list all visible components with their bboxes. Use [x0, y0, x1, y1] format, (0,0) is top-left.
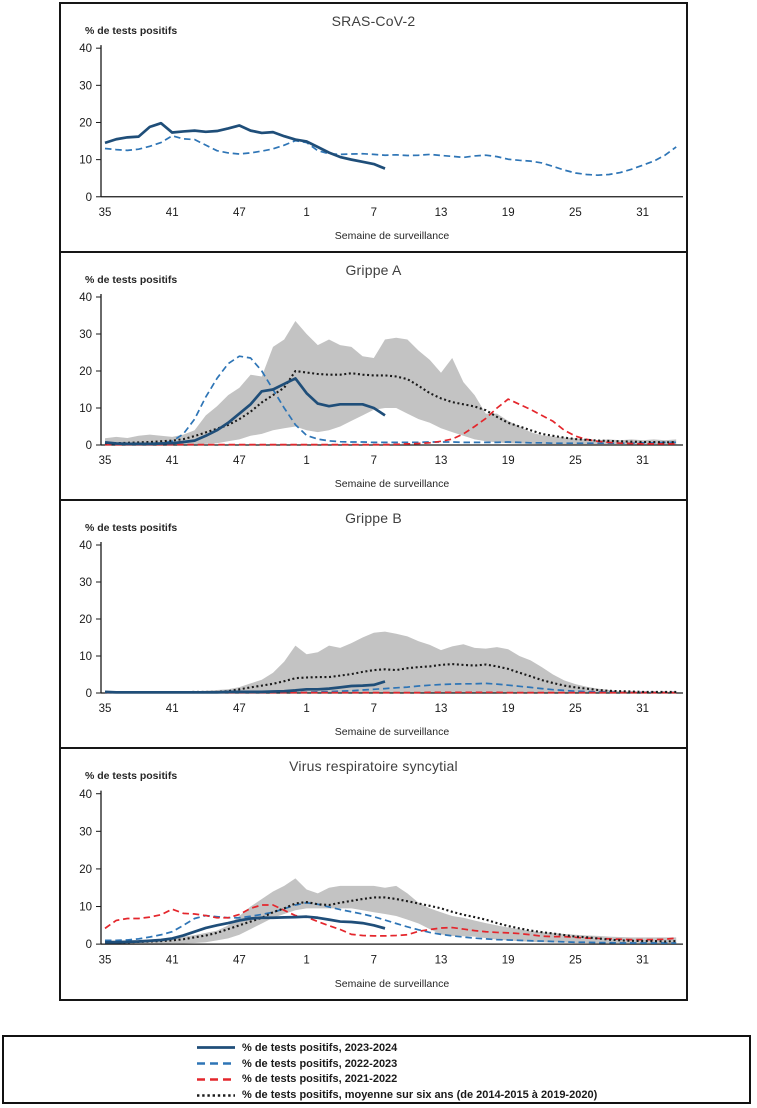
chart-panel-grippe-b — [59, 501, 688, 749]
x-tick-label: 25 — [569, 206, 582, 219]
x-tick-label: 13 — [434, 206, 448, 219]
legend-line-swatch-moyenne — [196, 1093, 236, 1098]
y-tick-label: 40 — [79, 788, 92, 801]
legend-item — [196, 1072, 597, 1088]
chart-canvas-vrs — [61, 749, 686, 999]
x-tick-label: 41 — [165, 703, 179, 715]
x-tick-label: 31 — [636, 954, 649, 967]
x-tick-label: 7 — [370, 703, 378, 715]
x-tick-label: 7 — [370, 455, 378, 467]
x-tick-label: 13 — [434, 455, 448, 467]
chart-panel-grippe-a — [59, 253, 688, 501]
x-tick-label: 31 — [636, 455, 649, 467]
x-tick-label: 1 — [303, 954, 310, 967]
x-tick-label: 25 — [569, 954, 582, 967]
range-band — [105, 632, 676, 693]
chart-title: Grippe A — [345, 262, 402, 278]
y-tick-label: 10 — [79, 403, 92, 415]
y-axis-label: % de tests positifs — [85, 522, 178, 534]
legend-rows — [196, 1040, 597, 1103]
y-tick-label: 10 — [79, 651, 92, 663]
x-axis-label: Semaine de surveillance — [334, 978, 450, 990]
chart-panel-vrs — [59, 749, 688, 1001]
y-tick-label: 40 — [79, 292, 92, 304]
legend-box — [2, 1035, 751, 1104]
x-tick-label: 47 — [233, 206, 246, 219]
x-axis-label: Semaine de surveillance — [334, 230, 450, 242]
x-tick-label: 47 — [233, 455, 246, 467]
y-tick-label: 20 — [79, 366, 92, 378]
x-tick-label: 31 — [636, 703, 649, 715]
y-tick-label: 40 — [79, 43, 92, 56]
y-tick-label: 0 — [85, 440, 92, 452]
range-band — [105, 321, 676, 444]
y-tick-label: 30 — [79, 329, 92, 341]
x-tick-label: 35 — [98, 954, 112, 967]
legend-line-swatch-2021-2022 — [196, 1077, 236, 1082]
y-tick-label: 10 — [79, 154, 92, 167]
legend-item-label: % de tests positifs, 2023-2024 — [242, 1041, 398, 1054]
legend-item — [196, 1056, 597, 1072]
legend-item-label: % de tests positifs, moyenne sur six ans (de 2014-2015 à 2019-2020) — [242, 1089, 598, 1102]
x-tick-label: 7 — [370, 206, 377, 219]
x-tick-label: 41 — [165, 455, 179, 467]
y-axis-label: % de tests positifs — [85, 25, 178, 37]
y-tick-label: 30 — [79, 826, 92, 839]
x-axis-label: Semaine de surveillance — [334, 478, 450, 490]
x-tick-label: 25 — [569, 703, 582, 715]
y-tick-label: 20 — [79, 614, 92, 626]
chart-title: Virus respiratoire syncytial — [289, 758, 458, 774]
y-tick-label: 20 — [79, 117, 92, 130]
y-tick-label: 30 — [79, 80, 92, 93]
series-line-y2223 — [105, 136, 676, 175]
series-line-y2324 — [105, 123, 385, 168]
x-tick-label: 19 — [501, 206, 515, 219]
legend-line-swatch-2022-2023 — [196, 1061, 236, 1066]
x-tick-label: 19 — [501, 455, 515, 467]
y-tick-label: 20 — [79, 863, 92, 877]
x-tick-label: 1 — [303, 206, 310, 219]
x-tick-label: 19 — [501, 703, 515, 715]
y-tick-label: 40 — [79, 540, 92, 552]
x-tick-label: 1 — [303, 455, 310, 467]
x-tick-label: 41 — [165, 954, 179, 967]
x-tick-label: 1 — [303, 703, 310, 715]
x-tick-label: 7 — [370, 954, 378, 967]
y-axis-label: % de tests positifs — [85, 770, 178, 782]
y-tick-label: 30 — [79, 577, 92, 589]
legend-line-swatch-2023-2024 — [196, 1045, 236, 1050]
y-tick-label: 0 — [85, 191, 92, 204]
x-tick-label: 25 — [569, 455, 582, 467]
chart-title: SRAS-CoV-2 — [331, 13, 416, 29]
chart-panel-sras-cov-2 — [59, 2, 688, 253]
x-tick-label: 47 — [233, 703, 246, 715]
x-tick-label: 13 — [434, 954, 448, 967]
x-tick-label: 47 — [233, 954, 246, 967]
x-tick-label: 41 — [165, 206, 179, 219]
x-tick-label: 35 — [98, 206, 112, 219]
x-tick-label: 35 — [98, 703, 112, 715]
x-axis-label: Semaine de surveillance — [334, 726, 450, 738]
legend-item-label: % de tests positifs, 2021-2022 — [242, 1073, 398, 1086]
y-axis-label: % de tests positifs — [85, 274, 178, 286]
chart-title: Grippe B — [345, 510, 402, 526]
legend-item — [196, 1087, 597, 1103]
x-tick-label: 31 — [636, 206, 649, 219]
chart-canvas-grippe-b — [61, 501, 686, 747]
legend-item — [196, 1040, 597, 1056]
x-tick-label: 19 — [501, 954, 515, 967]
y-tick-label: 0 — [85, 939, 92, 952]
x-tick-label: 35 — [98, 455, 112, 467]
y-tick-label: 10 — [79, 901, 92, 914]
legend-item-label: % de tests positifs, 2022-2023 — [242, 1057, 398, 1070]
x-tick-label: 13 — [434, 703, 448, 715]
chart-canvas-sras-cov-2 — [61, 4, 686, 251]
chart-canvas-grippe-a — [61, 253, 686, 499]
y-tick-label: 0 — [85, 688, 92, 700]
